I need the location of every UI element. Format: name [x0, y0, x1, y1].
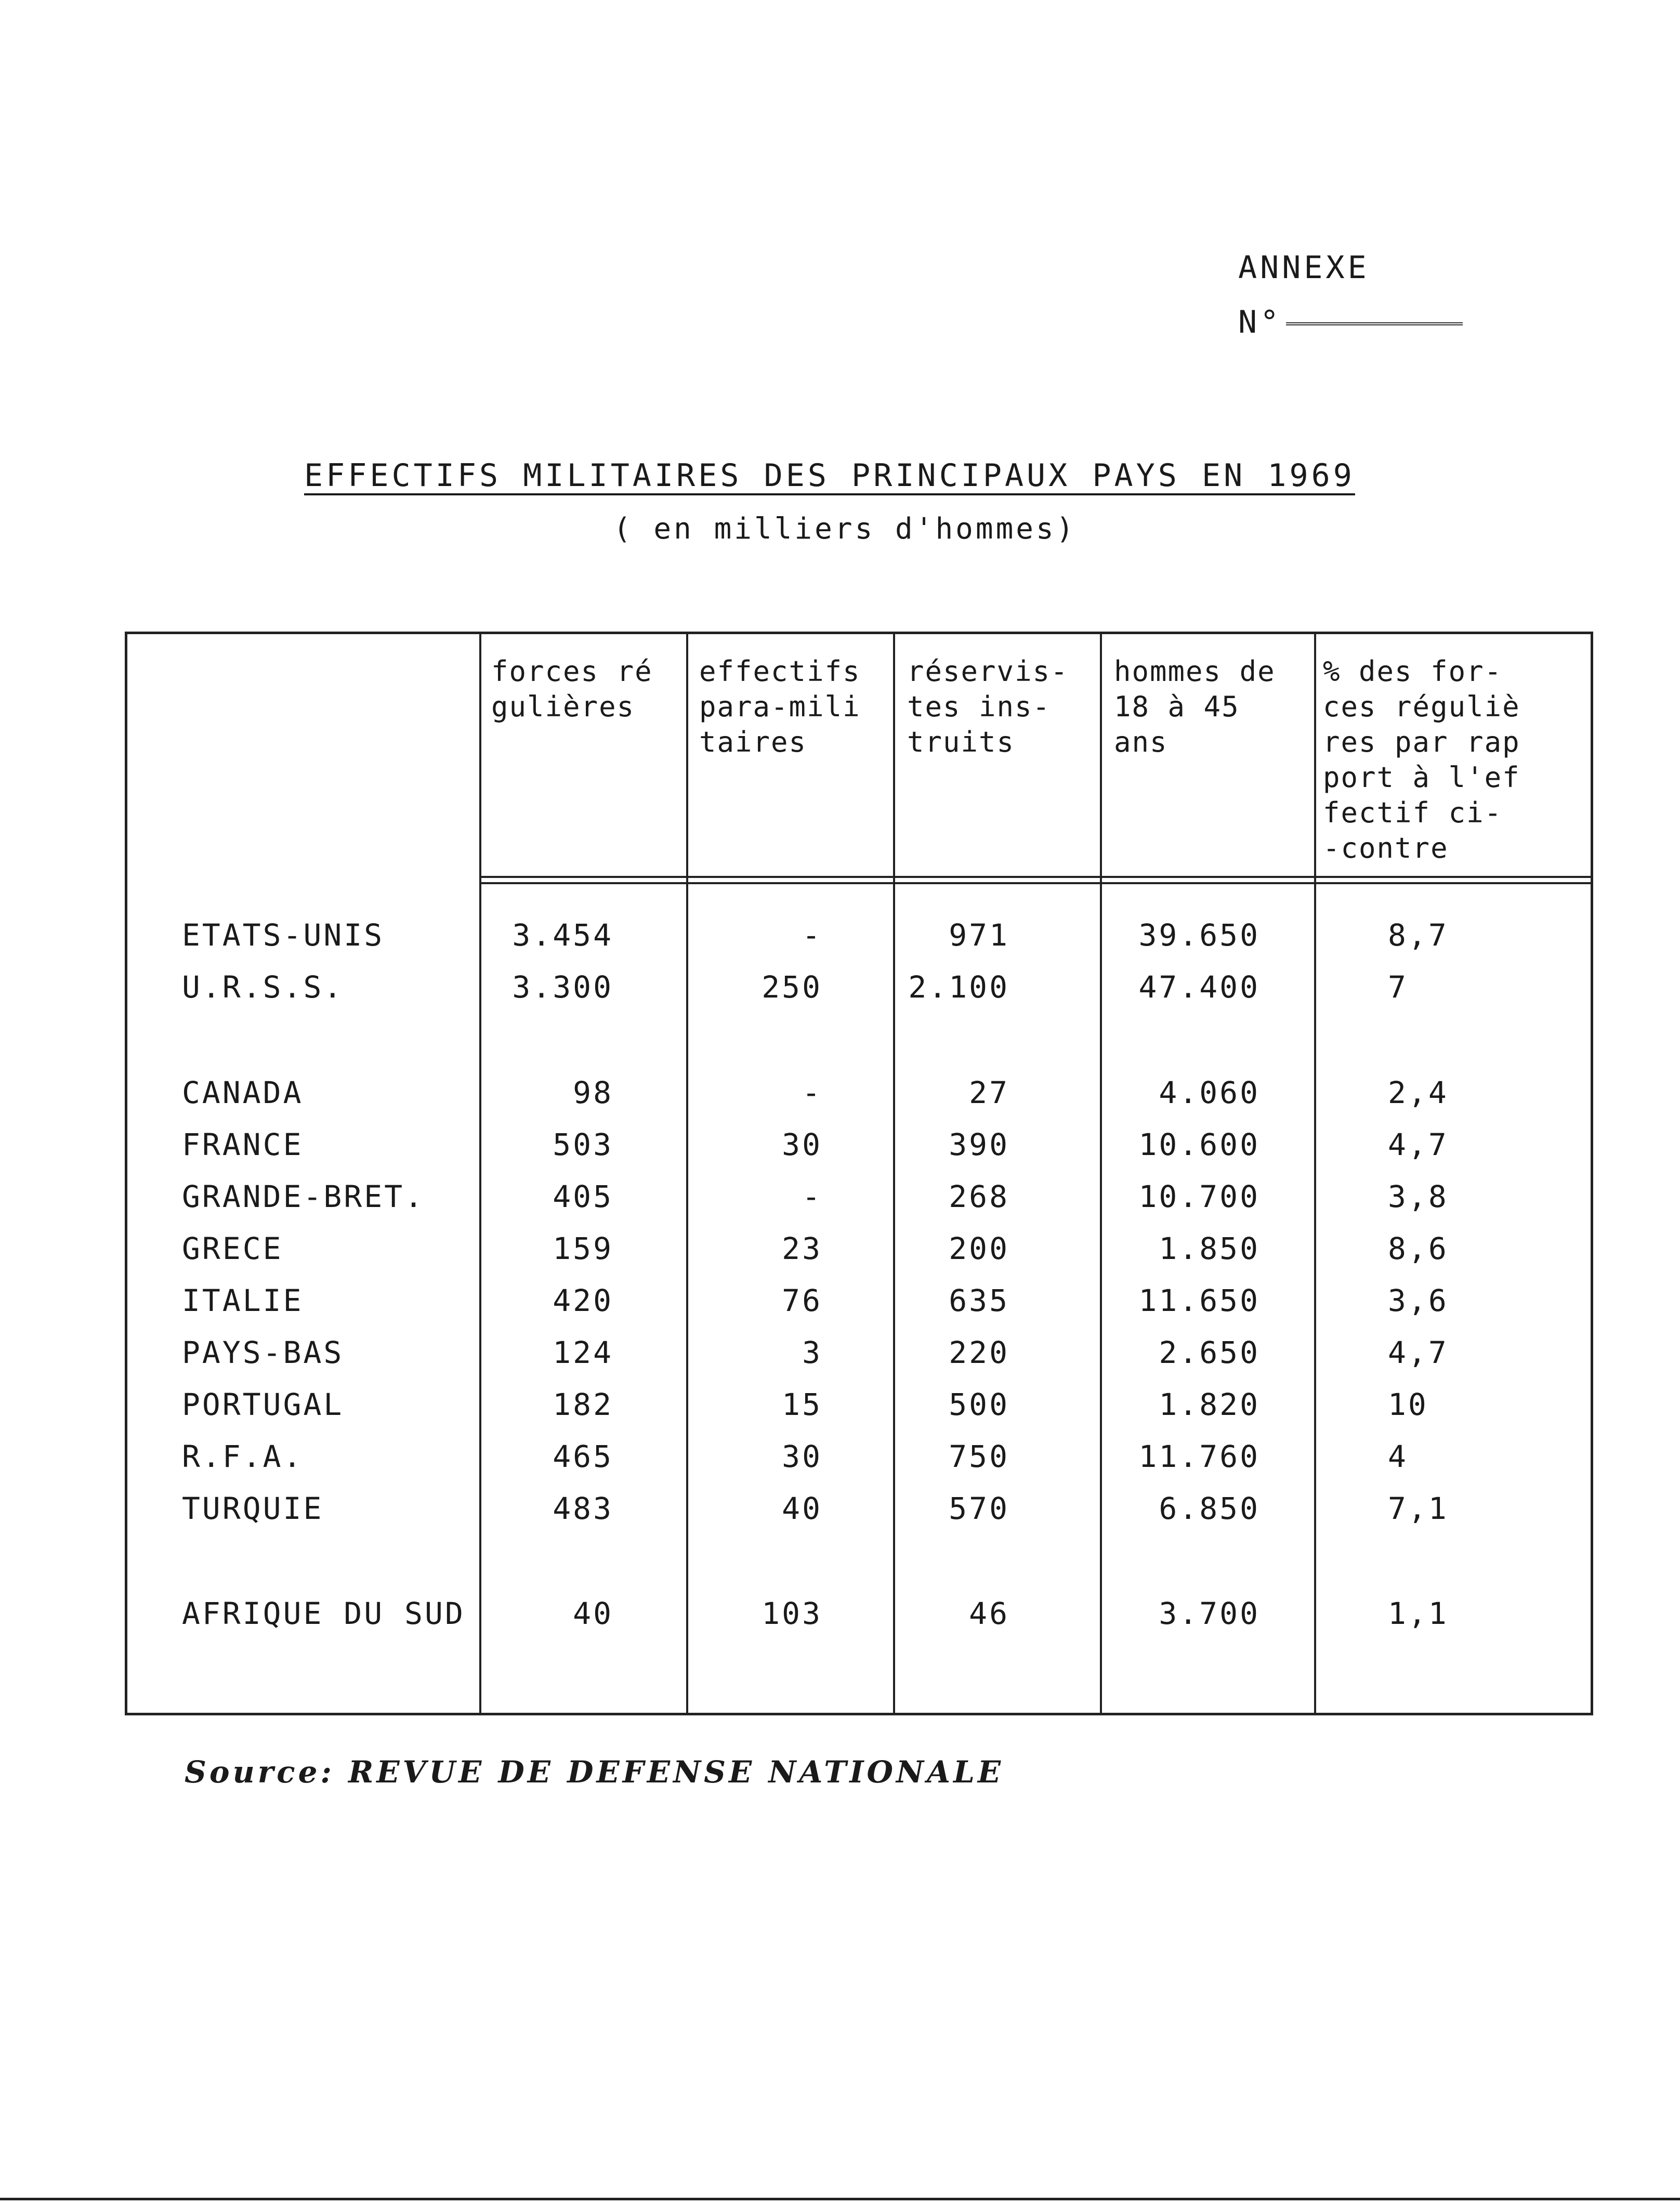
row-pourcentage: 3,6 — [1388, 1283, 1449, 1318]
row-hommes-18-45: 10.700 — [1138, 1179, 1260, 1214]
page-bottom-rule — [0, 2198, 1680, 2200]
row-effectifs-paramilitaires: 15 — [782, 1387, 822, 1422]
row-reservistes: 200 — [949, 1231, 1009, 1266]
row-forces-regulieres: 420 — [553, 1283, 613, 1318]
row-effectifs-paramilitaires: 30 — [782, 1127, 822, 1162]
header-reservistes: réservis- tes ins- truits — [907, 655, 1069, 758]
row-reservistes: 570 — [949, 1491, 1009, 1526]
row-hommes-18-45: 3.700 — [1159, 1596, 1260, 1631]
column-divider — [479, 632, 481, 1715]
row-effectifs-paramilitaires: 103 — [762, 1596, 822, 1631]
row-pourcentage: 4,7 — [1388, 1127, 1449, 1162]
row-country: GRANDE-BRET. — [182, 1179, 425, 1214]
page-title: EFFECTIFS MILITAIRES DES PRINCIPAUX PAYS EN 1969 — [304, 457, 1355, 494]
row-reservistes: 220 — [949, 1335, 1009, 1370]
row-forces-regulieres: 465 — [553, 1439, 613, 1474]
row-forces-regulieres: 3.300 — [512, 969, 613, 1005]
row-forces-regulieres: 182 — [553, 1387, 613, 1422]
header-separator — [479, 876, 1593, 884]
row-hommes-18-45: 11.760 — [1138, 1439, 1260, 1474]
row-country: GRECE — [182, 1231, 283, 1266]
row-effectifs-paramilitaires: 40 — [782, 1491, 822, 1526]
row-country: FRANCE — [182, 1127, 304, 1162]
row-country: PAYS-BAS — [182, 1335, 344, 1370]
row-effectifs-paramilitaires: 30 — [782, 1439, 822, 1474]
row-pourcentage: 1,1 — [1388, 1596, 1449, 1631]
row-reservistes: 500 — [949, 1387, 1009, 1422]
row-hommes-18-45: 1.820 — [1159, 1387, 1260, 1422]
row-effectifs-paramilitaires: - — [802, 1179, 822, 1214]
header-forces-regulieres: forces ré gulières — [491, 655, 653, 723]
page-subtitle: ( en milliers d'hommes) — [613, 512, 1077, 546]
row-pourcentage: 7,1 — [1388, 1491, 1449, 1526]
row-hommes-18-45: 47.400 — [1138, 969, 1260, 1005]
row-hommes-18-45: 6.850 — [1159, 1491, 1260, 1526]
row-effectifs-paramilitaires: 23 — [782, 1231, 822, 1266]
row-country: ETATS-UNIS — [182, 917, 385, 953]
row-pourcentage: 7 — [1388, 969, 1408, 1005]
row-effectifs-paramilitaires: 3 — [802, 1335, 822, 1370]
row-reservistes: 27 — [969, 1075, 1009, 1110]
row-pourcentage: 8,7 — [1388, 917, 1449, 953]
row-effectifs-paramilitaires: - — [802, 917, 822, 953]
row-reservistes: 2.100 — [908, 969, 1009, 1005]
row-hommes-18-45: 2.650 — [1159, 1335, 1260, 1370]
row-hommes-18-45: 4.060 — [1159, 1075, 1260, 1110]
row-forces-regulieres: 483 — [553, 1491, 613, 1526]
row-forces-regulieres: 159 — [553, 1231, 613, 1266]
row-forces-regulieres: 503 — [553, 1127, 613, 1162]
row-pourcentage: 4,7 — [1388, 1335, 1449, 1370]
header-effectifs-paramilitaires: effectifs para-mili taires — [699, 655, 861, 758]
row-country: PORTUGAL — [182, 1387, 344, 1422]
row-country: ITALIE — [182, 1283, 304, 1318]
row-country: CANADA — [182, 1075, 304, 1110]
row-pourcentage: 8,6 — [1388, 1231, 1449, 1266]
row-reservistes: 268 — [949, 1179, 1009, 1214]
row-reservistes: 971 — [949, 917, 1009, 953]
annex-number-blank — [1286, 322, 1463, 325]
annex-number-label: N° — [1238, 304, 1282, 340]
column-divider — [1314, 632, 1316, 1715]
row-hommes-18-45: 11.650 — [1138, 1283, 1260, 1318]
annex-number — [1238, 304, 1463, 340]
source-note: Source: REVUE DE DEFENSE NATIONALE — [185, 1754, 1004, 1790]
row-hommes-18-45: 10.600 — [1138, 1127, 1260, 1162]
row-country: U.R.S.S. — [182, 969, 344, 1005]
row-country: R.F.A. — [182, 1439, 304, 1474]
row-forces-regulieres: 124 — [553, 1335, 613, 1370]
row-country: AFRIQUE DU SUD — [182, 1596, 465, 1631]
row-forces-regulieres: 98 — [573, 1075, 613, 1110]
column-divider — [686, 632, 688, 1715]
row-hommes-18-45: 1.850 — [1159, 1231, 1260, 1266]
row-hommes-18-45: 39.650 — [1138, 917, 1260, 953]
header-hommes-18-45: hommes de 18 à 45 ans — [1114, 655, 1276, 758]
row-pourcentage: 2,4 — [1388, 1075, 1449, 1110]
header-pourcentage: % des for- ces réguliè res par rap port à l'ef fectif ci- -contre — [1323, 655, 1520, 864]
row-effectifs-paramilitaires: 250 — [762, 969, 822, 1005]
annex-label: ANNEXE — [1238, 250, 1370, 286]
row-forces-regulieres: 40 — [573, 1596, 613, 1631]
column-divider — [893, 632, 895, 1715]
row-forces-regulieres: 3.454 — [512, 917, 613, 953]
row-pourcentage: 4 — [1388, 1439, 1408, 1474]
row-country: TURQUIE — [182, 1491, 324, 1526]
row-pourcentage: 3,8 — [1388, 1179, 1449, 1214]
row-forces-regulieres: 405 — [553, 1179, 613, 1214]
row-reservistes: 46 — [969, 1596, 1009, 1631]
row-pourcentage: 10 — [1388, 1387, 1428, 1422]
column-divider — [1100, 632, 1102, 1715]
row-reservistes: 635 — [949, 1283, 1009, 1318]
row-reservistes: 750 — [949, 1439, 1009, 1474]
row-effectifs-paramilitaires: 76 — [782, 1283, 822, 1318]
row-effectifs-paramilitaires: - — [802, 1075, 822, 1110]
row-reservistes: 390 — [949, 1127, 1009, 1162]
